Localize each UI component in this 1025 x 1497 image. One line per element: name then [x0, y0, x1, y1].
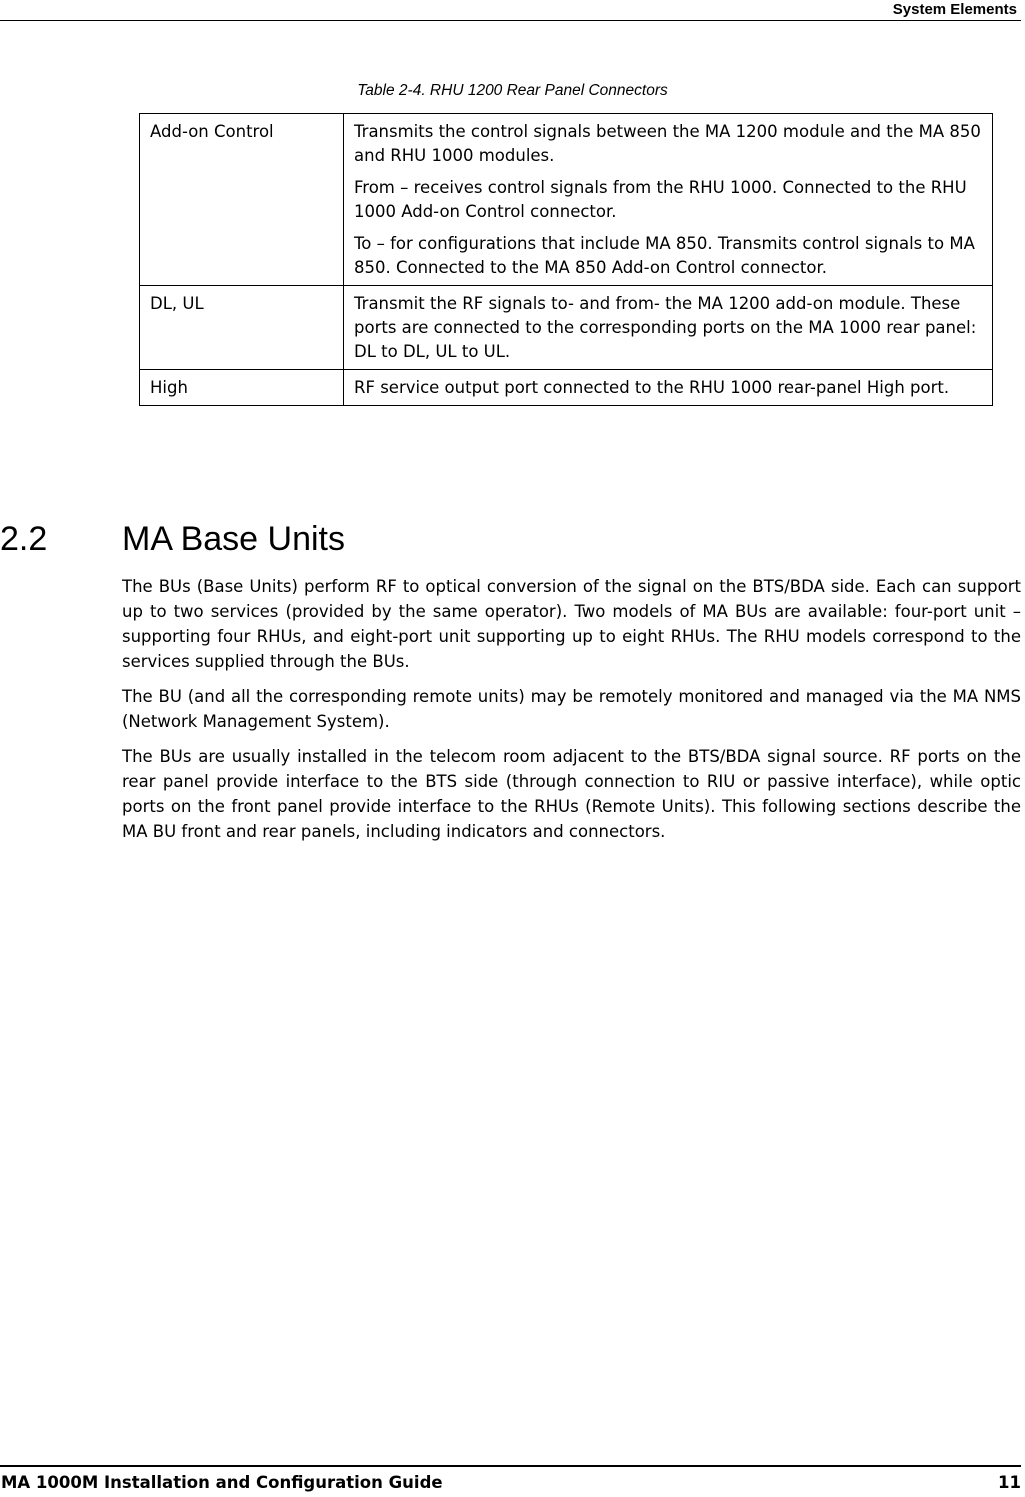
description-paragraph: To – for configurations that include MA 850. Transmits control signals to MA 850. Connected to the MA 850 Add-on Control connector. [354, 234, 975, 277]
footer-doc-title: MA 1000M Installation and Configuration Guide [1, 1473, 443, 1492]
section-title: MA Base Units [122, 520, 345, 558]
connector-name-cell: High [140, 370, 344, 406]
table-row [140, 114, 993, 286]
description-paragraph: Transmits the control signals between the MA 1200 module and the MA 850 and RHU 1000 modules. [354, 122, 981, 165]
description-paragraph: Transmit the RF signals to- and from- the MA 1200 add-on module. These ports are connected to the corresponding ports on the MA 1000 rear panel: DL to DL, UL to UL. [354, 294, 977, 361]
body-paragraph: The BU (and all the corresponding remote units) may be remotely monitored and managed via the MA NMS (Network Management System). [122, 687, 1021, 731]
connector-description-cell [344, 370, 993, 406]
description-paragraph: RF service output port connected to the RHU 1000 rear-panel High port. [354, 378, 950, 397]
connector-description-cell [344, 114, 993, 286]
table-row [140, 286, 993, 370]
connector-description-cell [344, 286, 993, 370]
page-footer [0, 1465, 1021, 1497]
page-header [0, 0, 1021, 21]
body-paragraph: The BUs are usually installed in the telecom room adjacent to the BTS/BDA signal source. RF ports on the rear panel provide interface to the BTS side (through connection to RIU or passive interface), while optic ports on the front panel provide interface to the RHUs (Remote Units). This following sections describe the MA BU front and rear panels, including indicators and connectors. [122, 747, 1021, 841]
description-paragraph: From – receives control signals from the RHU 1000. Connected to the RHU 1000 Add-on Control connector. [354, 178, 967, 221]
connector-name-cell: DL, UL [140, 286, 344, 370]
header-title: System Elements [892, 1, 1017, 18]
body-paragraph: The BUs (Base Units) perform RF to optical conversion of the signal on the BTS/BDA side. Each can support up to two services (provided by the same operator). Two models of MA BUs are available: four-port unit – supporting four RHUs, and eight-port unit supporting up to eight RHUs. The RHU models correspond to the services supplied through the BUs. [122, 577, 1021, 671]
connectors-table [139, 113, 993, 406]
section-number: 2.2 [0, 520, 48, 558]
section-body [122, 574, 1021, 854]
table-row [140, 370, 993, 406]
table-caption: Table 2-4. RHU 1200 Rear Panel Connectors [357, 82, 668, 99]
connector-name-cell: Add-on Control [140, 114, 344, 286]
footer-page-number: 11 [998, 1473, 1021, 1492]
